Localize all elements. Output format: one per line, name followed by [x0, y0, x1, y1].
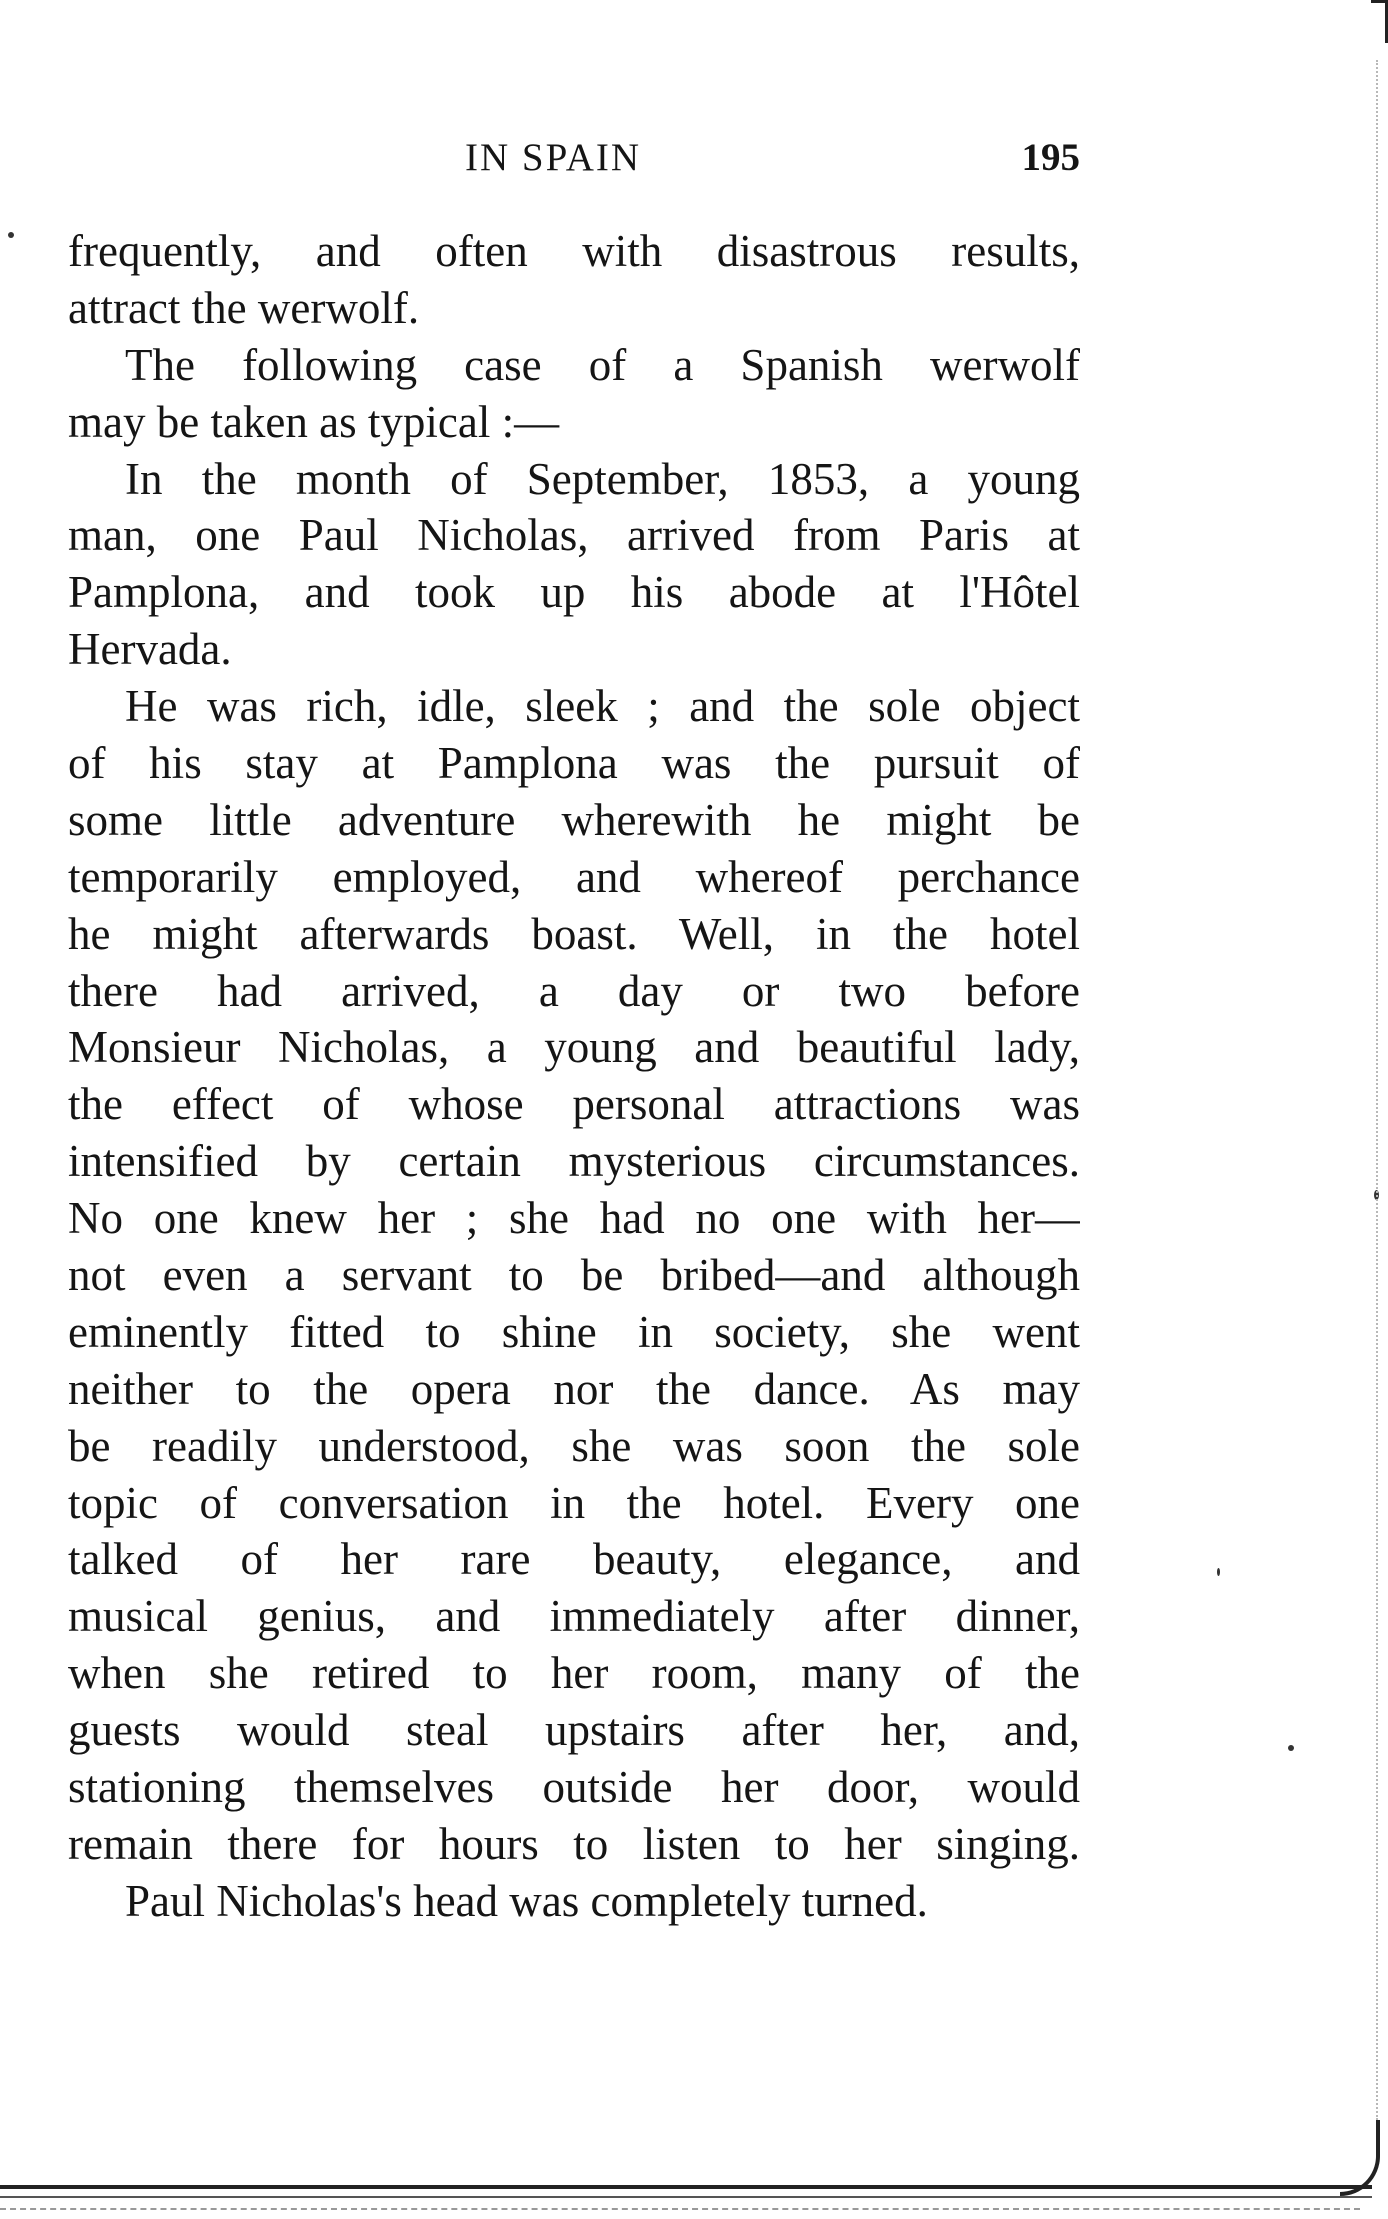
page-corner-mark [1371, 0, 1388, 43]
paragraph-first-line: He was rich, idle, sleek ; and the sole object [125, 681, 1080, 732]
text-line: remain there for hours to listen to her singing. [68, 1818, 1080, 1869]
text-line: eminently fitted to shine in society, she went [68, 1306, 1080, 1357]
text-line: there had arrived, a day or two before [68, 965, 1080, 1016]
text-line: topic of conversation in the hotel. Every one [68, 1477, 1080, 1528]
text-line: attract the werwolf. [68, 282, 420, 333]
text-line: Hervada. [68, 624, 232, 675]
text-line: he might afterwards boast. Well, in the hotel [68, 908, 1080, 959]
running-title: IN SPAIN [465, 136, 642, 179]
text-line: man, one Paul Nicholas, arrived from Paris at [68, 510, 1080, 561]
page-edge-shadow [1376, 60, 1378, 2120]
text-line: Pamplona, and took up his abode at l'Hôtel [68, 567, 1080, 618]
text-line: neither to the opera nor the dance. As may [68, 1363, 1080, 1414]
text-line: frequently, and often with disastrous results, [68, 226, 1080, 276]
page-number: 195 [1021, 136, 1080, 179]
text-line: stationing themselves outside her door, would [68, 1762, 1080, 1813]
margin-speck [1217, 1568, 1220, 1576]
text-line: musical genius, and immediately after dinner, [68, 1591, 1080, 1642]
paragraph-first-line: Paul Nicholas's head was completely turned. [125, 1875, 928, 1926]
text-line: may be taken as typical :— [68, 396, 560, 447]
page-bottom-edge [0, 2208, 1360, 2210]
margin-speck [8, 232, 14, 238]
text-line: some little adventure wherewith he might be [68, 794, 1080, 845]
running-header [70, 128, 1080, 188]
margin-speck [1288, 1745, 1294, 1751]
paragraph-first-line: In the month of September, 1853, a young [125, 453, 1080, 504]
text-line: be readily understood, she was soon the sole [68, 1420, 1080, 1471]
body-text [68, 223, 1080, 1930]
paragraph-first-line: The following case of a Spanish werwolf [125, 339, 1080, 390]
text-line: talked of her rare beauty, elegance, and [68, 1534, 1080, 1585]
text-line: guests would steal upstairs after her, and, [68, 1705, 1080, 1756]
text-line: No one knew her ; she had no one with her— [68, 1193, 1080, 1244]
text-line: when she retired to her room, many of the [68, 1648, 1080, 1699]
text-line: the effect of whose personal attractions was [68, 1079, 1080, 1130]
page-bottom-edge [0, 2185, 1372, 2189]
text-line: not even a servant to be bribed—and although [68, 1250, 1080, 1301]
page-bottom-edge [0, 2196, 1372, 2198]
text-line: Monsieur Nicholas, a young and beautiful lady, [68, 1022, 1080, 1073]
text-line: intensified by certain mysterious circumstances. [68, 1136, 1080, 1187]
text-line: temporarily employed, and whereof perchance [68, 851, 1080, 902]
text-line: of his stay at Pamplona was the pursuit of [68, 738, 1080, 789]
